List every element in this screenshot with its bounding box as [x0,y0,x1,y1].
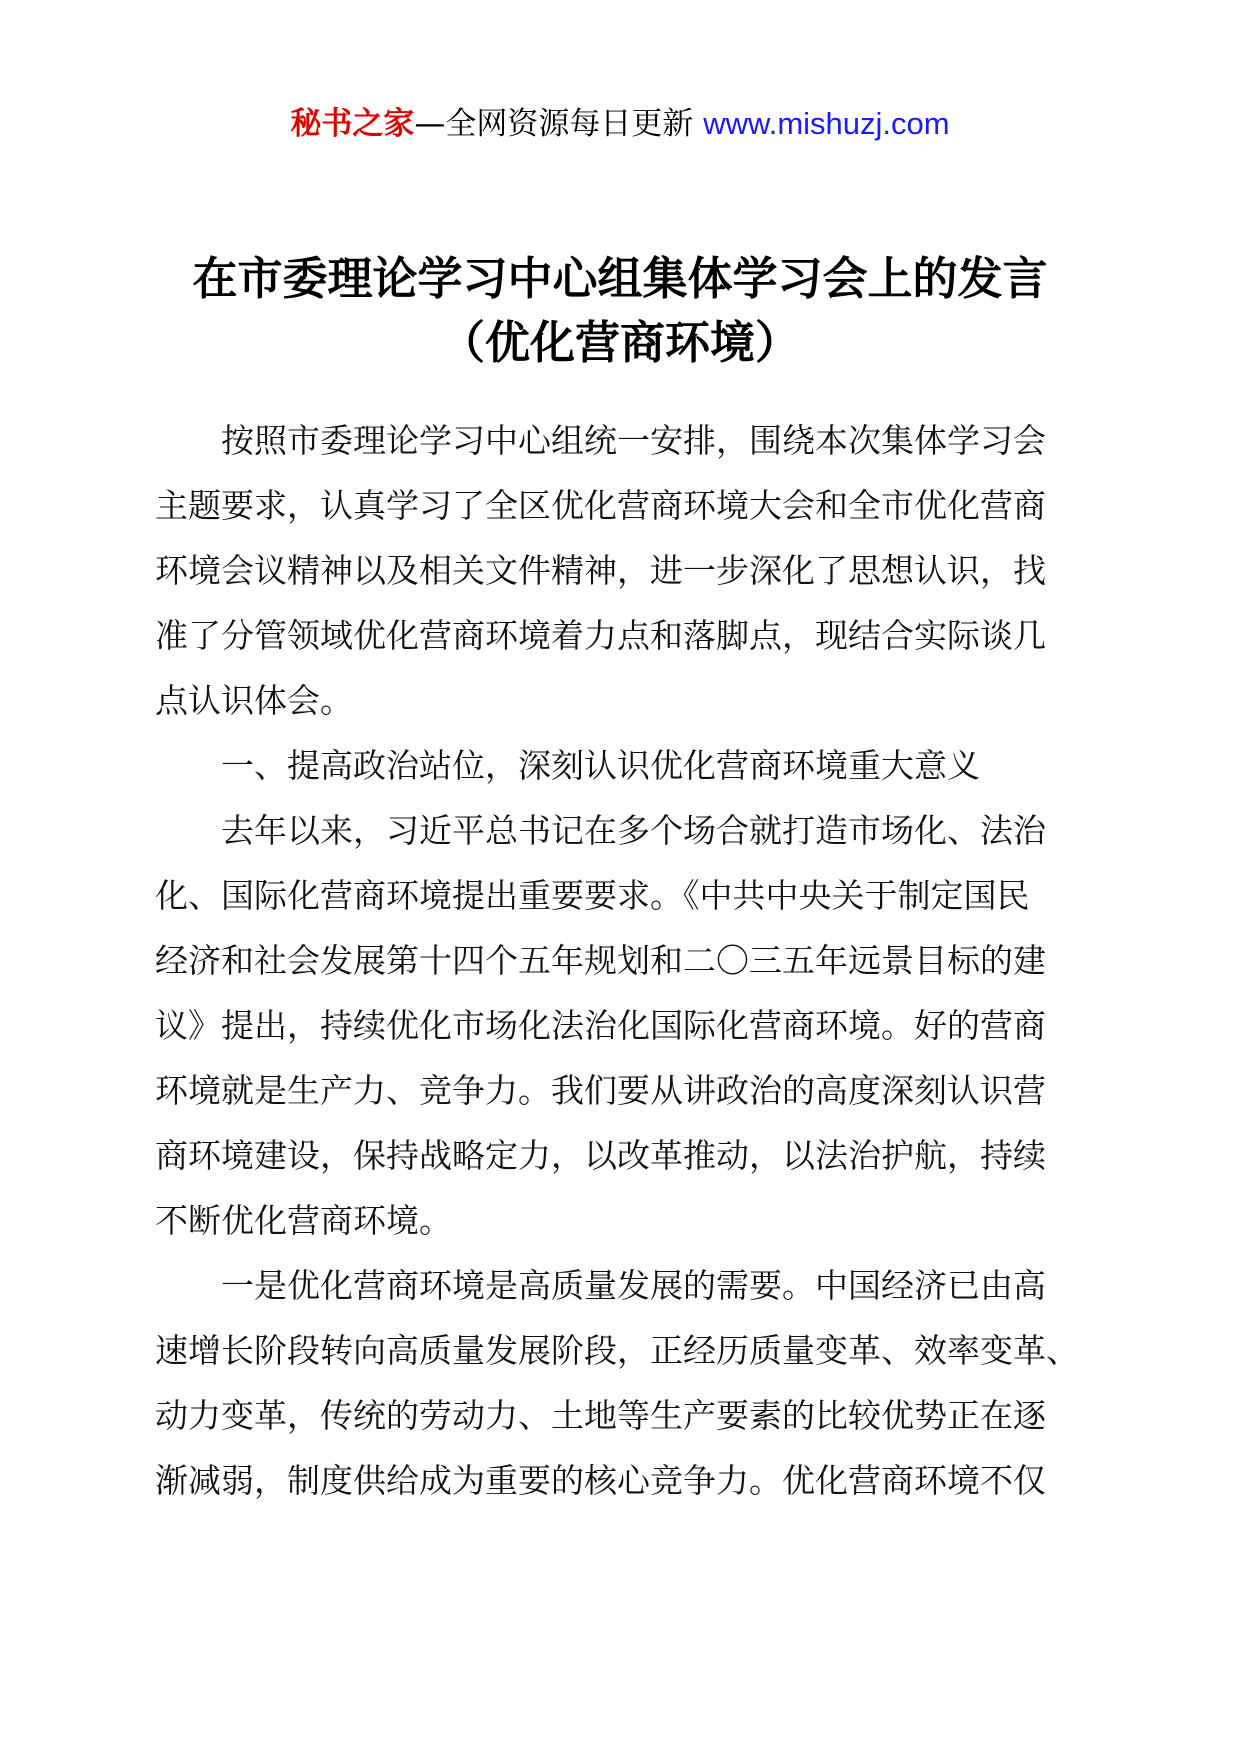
banner-brand: 秘书之家 [290,106,415,142]
title-line-1: 在市委理论学习中心组集体学习会上的发言 [192,252,1048,305]
body-line: 点认识体会。 [155,681,353,720]
body-line: 去年以来，习近平总书记在多个场合就打造市场化、法治 [221,811,1046,850]
site-banner [0,100,1240,148]
section-heading: 一、提高政治站位，深刻认识优化营商环境重大意义 [221,746,980,785]
body-line: 一是优化营商环境是高质量发展的需要。中国经济已由高 [221,1266,1046,1305]
body-line: 渐减弱，制度供给成为重要的核心竞争力。优化营商环境不仅 [155,1461,1046,1500]
body-line: 速增长阶段转向高质量发展阶段，正经历质量变革、效率变革、 [155,1331,1079,1370]
body-line: 准了分管领域优化营商环境着力点和落脚点，现结合实际谈几 [155,616,1046,655]
banner-url-link[interactable]: www.mishuzj.com [703,106,950,141]
body-line: 动力变革，传统的劳动力、土地等生产要素的比较优势正在逐 [155,1396,1046,1435]
body-line: 化、国际化营商环境提出重要要求。《中共中央关于制定国民 [155,876,1030,915]
document-title [0,247,1240,375]
body-line: 商环境建设，保持战略定力，以改革推动，以法治护航，持续 [155,1136,1046,1175]
body-line: 议》提出，持续优化市场化法治化国际化营商环境。好的营商 [155,1006,1046,1045]
title-line-2: （优化营商环境） [439,316,800,369]
body-line: 经济和社会发展第十四个五年规划和二〇三五年远景目标的建 [155,941,1046,980]
body-line: 环境就是生产力、竞争力。我们要从讲政治的高度深刻认识营 [155,1071,1046,1110]
body-line: 按照市委理论学习中心组统一安排，围绕本次集体学习会 [221,421,1046,460]
banner-slogan: —全网资源每日更新 [414,106,694,142]
body-line: 不断优化营商环境。 [155,1201,452,1240]
body-line: 主题要求，认真学习了全区优化营商环境大会和全市优化营商 [155,486,1046,525]
body-line: 环境会议精神以及相关文件精神，进一步深化了思想认识，找 [155,551,1046,590]
